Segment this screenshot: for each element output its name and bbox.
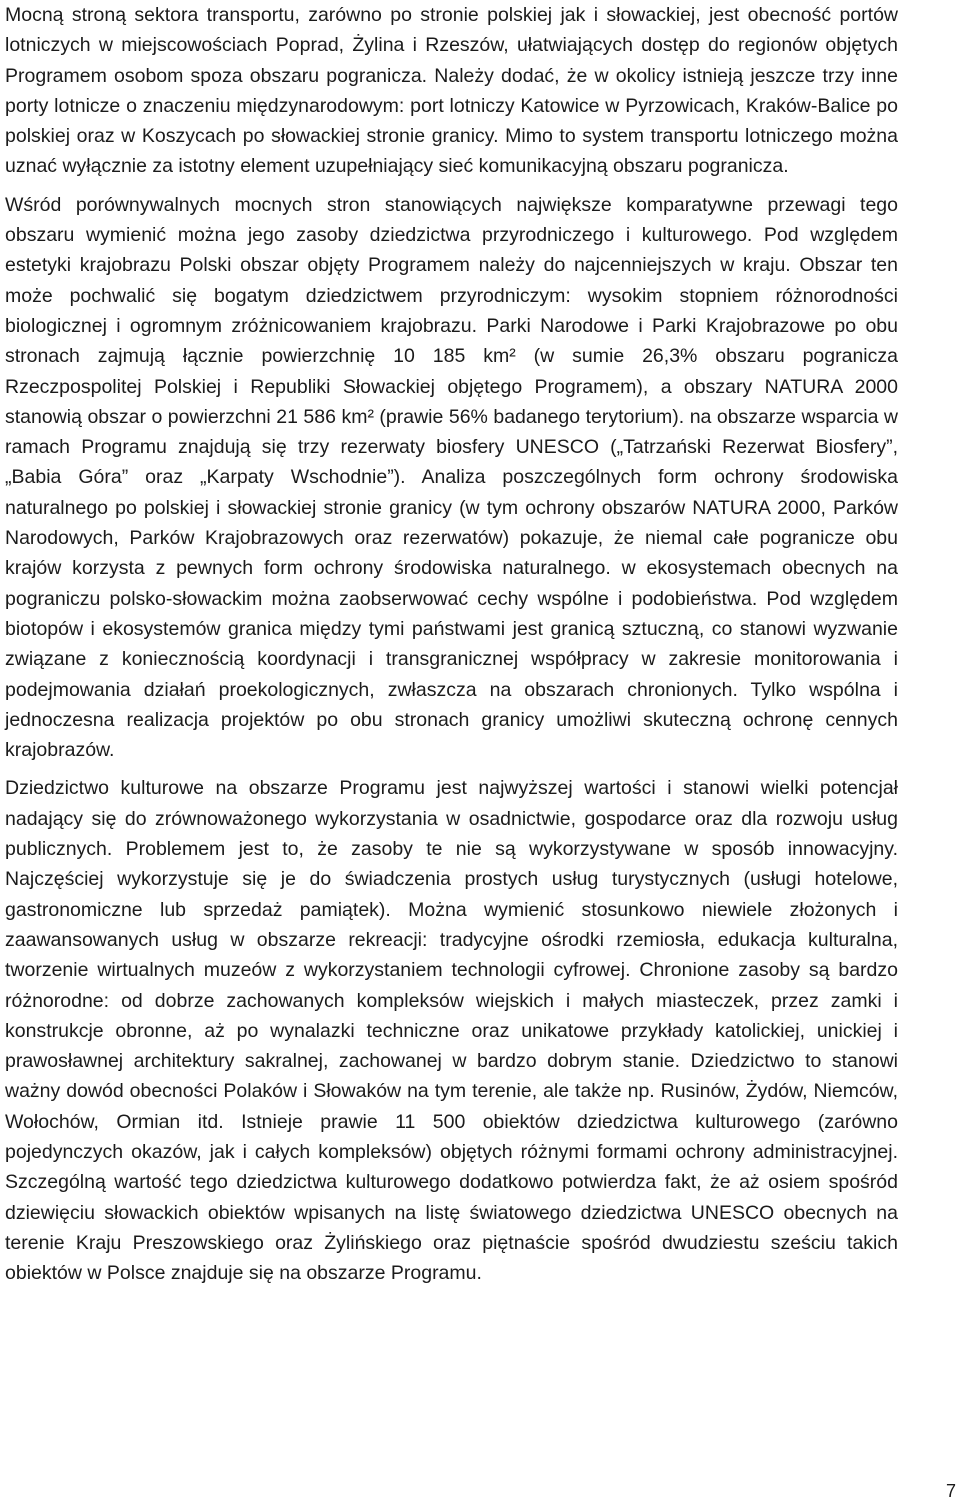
paragraph-air-transport: Mocną stroną sektora transportu, zarówno po stronie polskiej jak i słowackiej, jest obecność portów lotniczych w miejscowościach Poprad, Żylina i Rzeszów, ułatwiających dostęp do regionów objętych Programem osobom spoza obszaru pogranicza. Należy dodać, że w okolicy istnieją jeszcze trzy inne porty lotnicze o znaczeniu międzynarodowym: port lotniczy Katowice w Pyrzowicach, Kraków-Balice po polskiej oraz w Koszycach po słowackiej stronie granicy. Mimo to system transportu lotniczego można uznać wyłącznie za istotny element uzupełniający sieć komunikacyjną obszaru pogranicza. xyxy=(5,4,898,178)
document-body xyxy=(5,0,898,1288)
paragraph-cultural-heritage: Dziedzictwo kulturowe na obszarze Programu jest najwyższej wartości i stanowi wielki potencjał nadający się do zrównoważonego wykorzystania w osadnictwie, gospodarce oraz dla rozwoju usług publicznych. Problemem jest to, że zasoby te nie są wykorzystywane w sposób innowacyjny. Najczęściej wykorzystuje się je do świadczenia prostych usług turystycznych (usługi hotelowe, gastronomiczne lub sprzedaż pamiątek). Można wymienić stosunkowo niewiele złożonych i zaawansowanych usług w obszarze rekreacji: tradycyjne ośrodki rzemiosła, edukacja kulturalna, tworzenie wirtualnych muzeów z wykorzystaniem technologii cyfrowej. Chronione zasoby są bardzo różnorodne: od dobrze zachowanych kompleksów wiejskich i małych miasteczek, przez zamki i konstrukcje obronne, aż po wynalazki techniczne oraz unikatowe przykłady katolickiej, unickiej i prawosławnej architektury sakralnej, zachowanej w bardzo dobrym stanie. Dziedzictwo to stanowi ważny dowód obecności Polaków i Słowaków na tym terenie, ale także np. Rusinów, Żydów, Niemców, Wołochów, Ormian itd. Istnieje prawie 11 500 obiektów dziedzictwa kulturowego (zarówno pojedynczych okazów, jak i całych kompleksów) objętych różnymi formami ochrony administracyjnej. Szczególną wartość tego dziedzictwa kulturowego dodatkowo potwierdza fakt, że aż osiem spośród dziewięciu słowackich obiektów wpisanych na listę światowego dziedzictwa UNESCO obecnych na terenie Kraju Preszowskiego oraz Żylińskiego oraz piętnaście spośród dwudziestu sześciu takich obiektów w Polsce znajduje się na obszarze Programu. xyxy=(5,777,898,1285)
page-number: 7 xyxy=(945,1481,956,1501)
paragraph-natural-heritage: Wśród porównywalnych mocnych stron stanowiących największe komparatywne przewagi tego obszaru wymienić można jego zasoby dziedzictwa przyrodniczego i kulturowego. Pod względem estetyki krajobrazu Polski obszar objęty Programem należy do najcenniejszych w kraju. Obszar ten może pochwalić się bogatym dziedzictwem przyrodniczym: wysokim stopniem różnorodności biologicznej i ogromnym zróżnicowaniem krajobrazu. Parki Narodowe i Parki Krajobrazowe po obu stronach zajmują łącznie powierzchnię 10 185 km² (w sumie 26,3% obszaru pogranicza Rzeczpospolitej Polskiej i Republiki Słowackiej objętego Programem), a obszary NATURA 2000 stanowią obszar o powierzchni 21 586 km² (prawie 56% badanego terytorium). na obszarze wsparcia w ramach Programu znajdują się trzy rezerwaty biosfery UNESCO („Tatrzański Rezerwat Biosfery”, „Babia Góra” oraz „Karpaty Wschodnie”). Analiza poszczególnych form ochrony środowiska naturalnego po polskiej i słowackiej stronie granicy (w tym ochrony obszarów NATURA 2000, Parków Narodowych, Parków Krajobrazowych oraz rezerwatów) pokazuje, że niemal całe pogranicze obu krajów korzysta z pewnych form ochrony środowiska naturalnego. w ekosystemach obecnych na pograniczu polsko-słowackim można zaobserwować cechy wspólne i podobieństwa. Pod względem biotopów i ekosystemów granica między tymi państwami jest granicą sztuczną, co stanowi wyzwanie związane z koniecznością koordynacji i transgranicznej współpracy w zakresie monitorowania i podejmowania działań proekologicznych, zwłaszcza na obszarach chronionych. Tylko wspólna i jednoczesna realizacja projektów po obu stronach granicy umożliwi skuteczną ochronę cennych krajobrazów. xyxy=(5,193,898,762)
